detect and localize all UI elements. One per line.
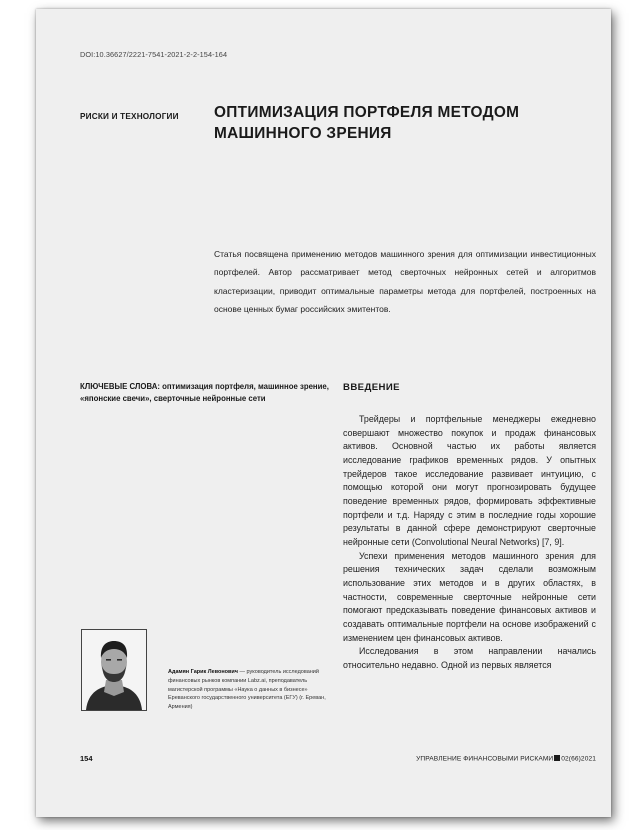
author-name: Адамян Гарик Левонович <box>168 669 238 675</box>
rubric: РИСКИ И ТЕХНОЛОГИИ <box>80 112 179 121</box>
paragraph: Исследования в этом направлении начались относительно недавно. Одной из первых является <box>343 646 596 670</box>
square-separator-icon <box>554 755 560 761</box>
keywords: КЛЮЧЕВЫЕ СЛОВА: оптимизация портфеля, машинное зрение, «японские свечи», сверточные нейронные сети <box>80 382 329 403</box>
issue-number: 02(66)2021 <box>561 755 596 763</box>
title-line: ОПТИМИЗАЦИЯ ПОРТФЕЛЯ МЕТОДОМ <box>214 104 520 121</box>
body-text <box>343 413 596 672</box>
journal-page <box>36 9 611 817</box>
author-photo <box>81 629 147 711</box>
paragraph: Успехи применения методов машинного зрения для решения технических задач сделали возможным использование этих методов и в других областях, в частности, современные сверточные нейронные сети помогают предсказывать поведение финансовых активов и создавать оптимальные портфели на основе изображений с изменением цен финансовых активов. <box>343 550 596 643</box>
running-footer <box>416 755 596 763</box>
author-portrait-image <box>82 630 146 710</box>
author-info <box>168 668 326 712</box>
author-bio: — руководитель исследований финансовых рынков компании Labz.ai, преподаватель магистерской программы «Наука о данных в бизнесе» Ереванского государственного университета (ЕГУ) (г. Ереван, Армения) <box>168 669 326 711</box>
page-number: 154 <box>80 754 93 763</box>
title-line: МАШИННОГО ЗРЕНИЯ <box>214 125 392 142</box>
journal-name: УПРАВЛЕНИЕ ФИНАНСОВЫМИ РИСКАМИ <box>416 755 554 763</box>
section-heading: ВВЕДЕНИЕ <box>343 382 400 393</box>
paragraph: Трейдеры и портфельные менеджеры ежедневно совершают множество покупок и продаж финансовых активов. Основной частью их работы является исследование графиков временных рядов. У опытных трейдеров такое исследование развивает интуицию, с помощью которой они могут прогнозировать будущее поведение временных рядов, формировать эффективные портфели и т.д. Наряду с этим в последние годы хорошие результаты в данной сфере демонстрируют сверточные нейронные сети (Convolutional Neural Networks) [7, 9]. <box>343 414 596 547</box>
doi: DOI:10.36627/2221-7541-2021-2-2-154-164 <box>80 50 228 59</box>
abstract: Статья посвящена применению методов машинного зрения для оптимизации инвестиционных портфелей. Автор рассматривает метод сверточных нейронных сетей и алгоритмов кластеризации, приводит оптимальные параметры метода для портфелей, построенных на основе ценных бумаг российских эмитентов. <box>214 249 596 315</box>
article-title <box>214 102 594 144</box>
